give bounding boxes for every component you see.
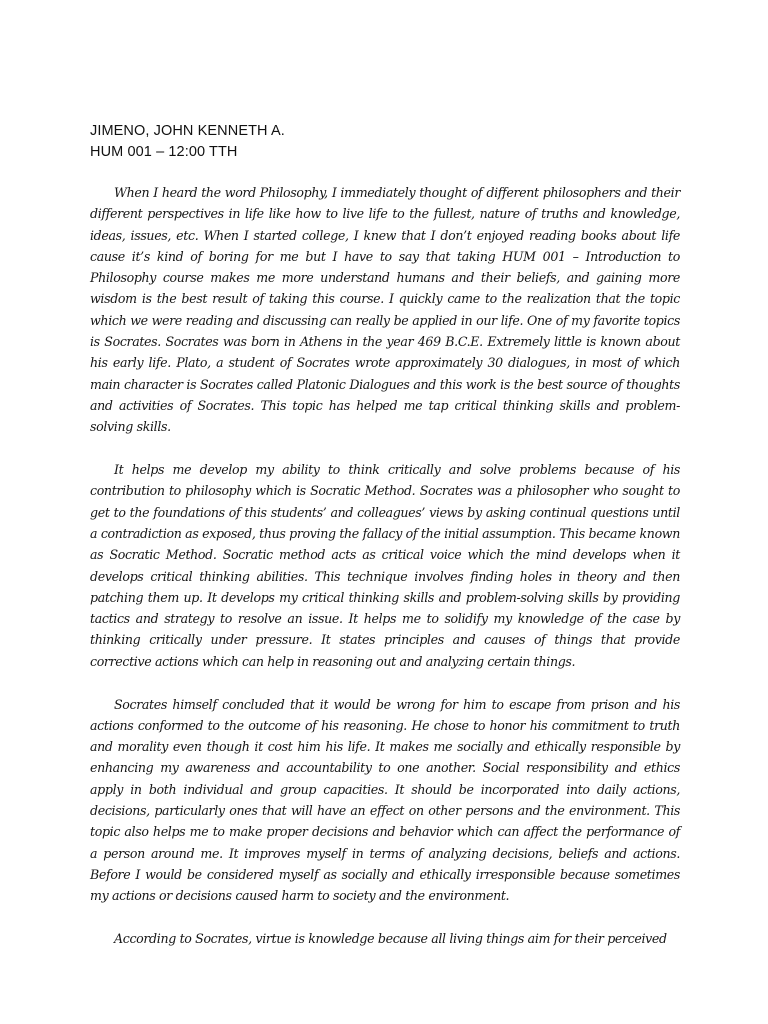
essay-body bbox=[90, 182, 680, 971]
paragraph-4: According to Socrates, virtue is knowledge because all living things aim for their perceived bbox=[114, 931, 667, 946]
paragraph-2: It helps me develop my ability to think critically and solve problems because of his contribution to philosophy which is Socratic Method. Socrates was a philosopher who sought to get to the foundations of this students’ and colleagues’ views by asking continual questions until a contradiction as exposed, thus proving the fallacy of the initial assumption. This became known as Socratic Method. Socratic method acts as critical voice which the mind develops when it develops critical thinking abilities. This technique involves finding holes in theory and then patching them up. It develops my critical thinking skills and problem-solving skills by providing tactics and strategy to resolve an issue. It helps me to solidify my knowledge of the case by thinking critically under pressure. It states principles and causes of things that provide corrective actions which can help in reasoning out and analyzing certain things. bbox=[90, 462, 680, 669]
document-header bbox=[90, 121, 285, 163]
paragraph-1: When I heard the word Philosophy, I immediately thought of different philosophers and their different perspectives in life like how to live life to the fullest, nature of truths and knowledge, ideas, issues, etc. When I started college, I knew that I don’t enjoyed reading books about life cause it’s kind of boring for me but I have to say that taking HUM 001 – Introduction to Philosophy course makes me more understand humans and their beliefs, and gaining more wisdom is the best result of taking this course. I quickly came to the realization that the topic which we were reading and discussing can really be applied in our life. One of my favorite topics is Socrates. Socrates was born in Athens in the year 469 B.C.E. Extremely little is known about his early life. Plato, a student of Socrates wrote approximately 30 dialogues, in most of which main character is Socrates called Platonic Dialogues and this work is the best source of thoughts and activities of Socrates. This topic has helped me tap critical thinking skills and problem-solving skills. bbox=[90, 185, 680, 435]
student-name: JIMENO, JOHN KENNETH A. bbox=[90, 123, 285, 139]
course-info: HUM 001 – 12:00 TTH bbox=[90, 144, 238, 160]
paragraph-3: Socrates himself concluded that it would be wrong for him to escape from prison and his actions conformed to the outcome of his reasoning. He chose to honor his commitment to truth and morality even though it cost him his life. It makes me socially and ethically responsible by enhancing my awareness and accountability to one another. Social responsibility and ethics apply in both individual and group capacities. It should be incorporated into daily actions, decisions, particularly ones that will have an effect on other persons and the environment. This topic also helps me to make proper decisions and behavior which can affect the performance of a person around me. It improves myself in terms of analyzing decisions, beliefs and actions. Before I would be considered myself as socially and ethically irresponsible because sometimes my actions or decisions caused harm to society and the environment. bbox=[90, 696, 680, 904]
